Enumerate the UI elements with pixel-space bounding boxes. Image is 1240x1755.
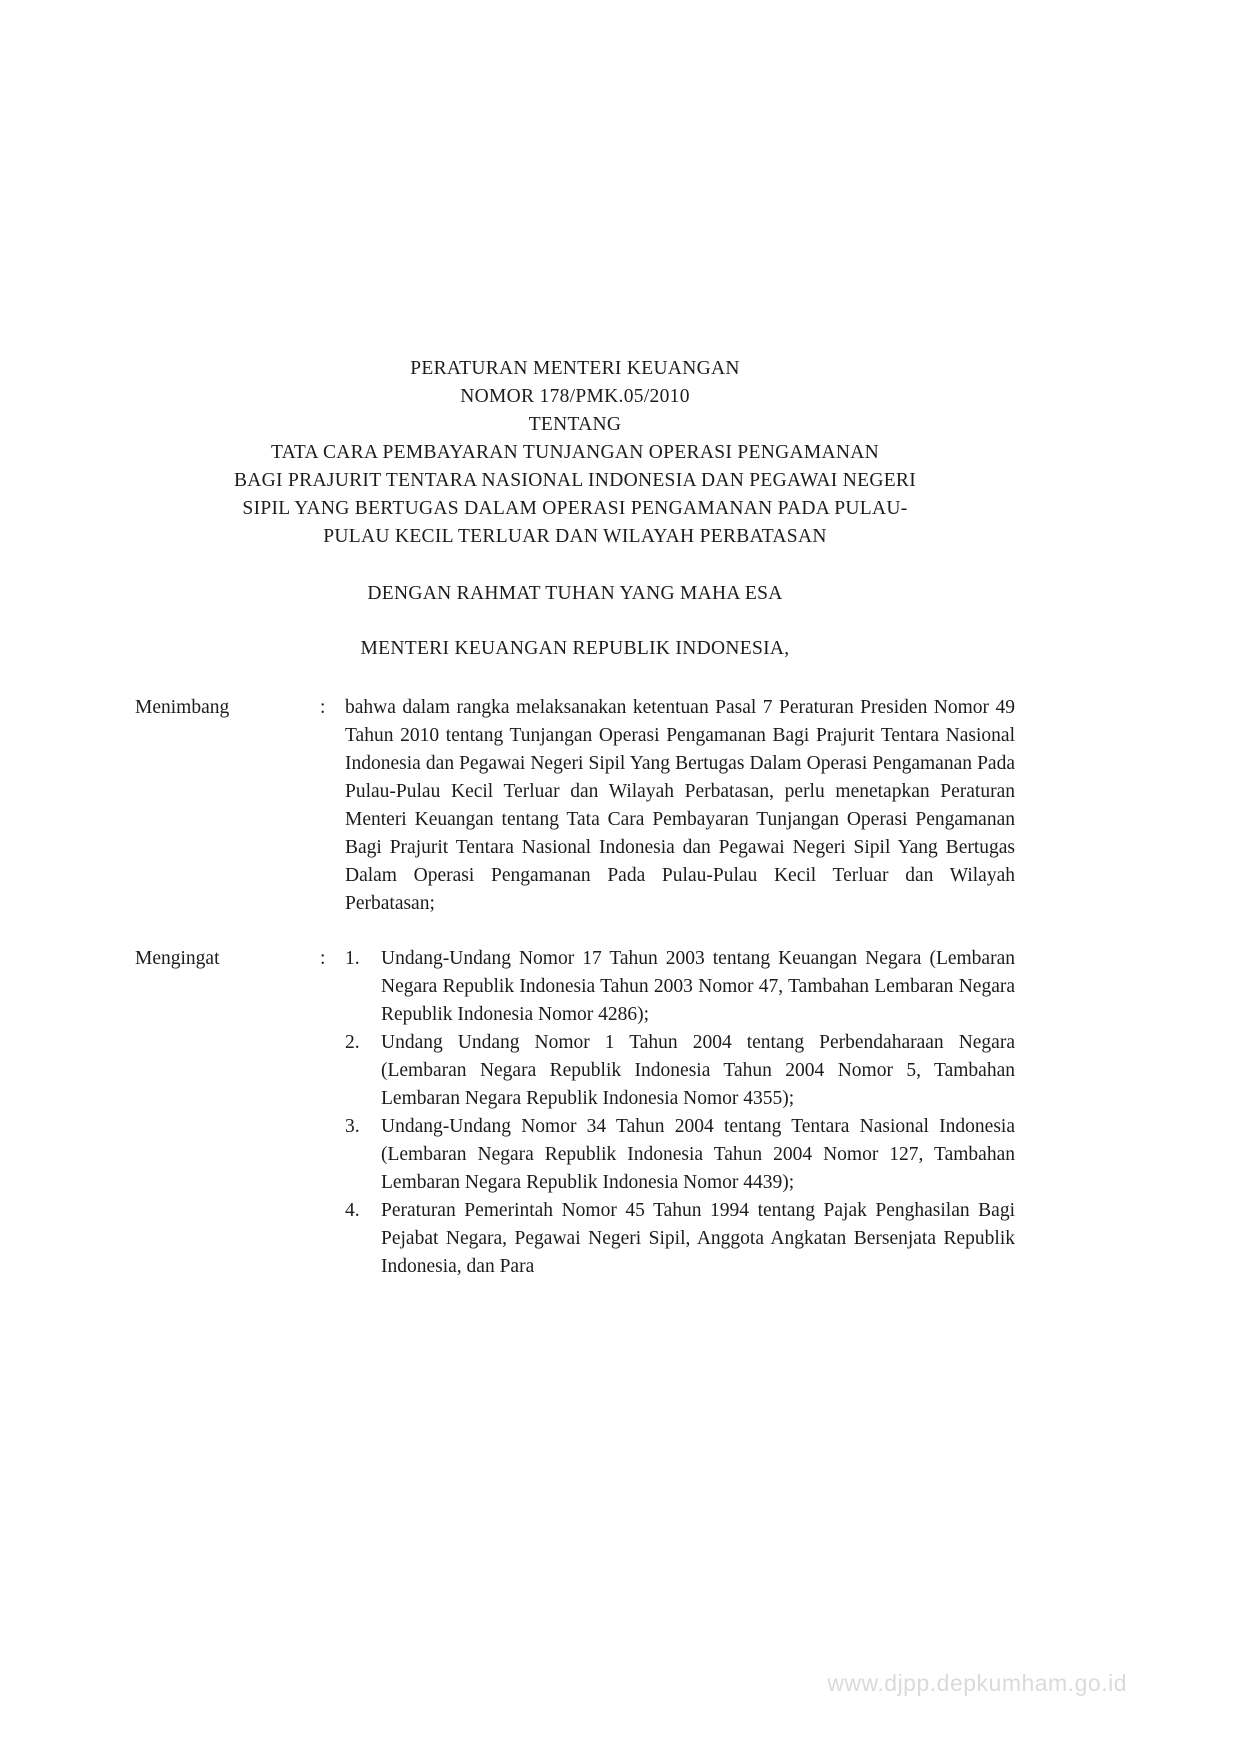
section-mengingat [135,945,1015,1281]
mengingat-item-1 [345,945,1015,1029]
invocation-line: DENGAN RAHMAT TUHAN YANG MAHA ESA [367,583,783,604]
title-line-number: NOMOR 178/PMK.05/2010 [460,386,690,407]
mengingat-item-2-number: 2. [345,1032,360,1053]
mengingat-label: Mengingat [135,948,220,969]
mengingat-separator: : [320,948,326,969]
title-line-subject-2: BAGI PRAJURIT TENTARA NASIONAL INDONESIA DAN PEGAWAI NEGERI [233,470,917,491]
authority-line: MENTERI KEUANGAN REPUBLIK INDONESIA, [360,638,790,659]
mengingat-item-3 [345,1113,1015,1197]
document-title-block [135,355,1015,551]
mengingat-item-1-number: 1. [345,948,360,969]
title-line-subject-1: TATA CARA PEMBAYARAN TUNJANGAN OPERASI PENGAMANAN [270,442,880,463]
title-line-subject-3: SIPIL YANG BERTUGAS DALAM OPERASI PENGAMANAN PADA PULAU- [242,498,908,519]
mengingat-item-4 [345,1197,1015,1281]
watermark-url: www.djpp.depkumham.go.id [827,1670,1127,1696]
menimbang-label: Menimbang [135,697,230,718]
menimbang-paragraph: bahwa dalam rangka melaksanakan ketentuan Pasal 7 Peraturan Presiden Nomor 49 Tahun 2010 tentang Tunjangan Operasi Pengamanan Bagi Prajurit Tentara Nasional Indonesia dan Pegawai Negeri Sipil Yang Bertugas Dalam Operasi Pengamanan Pada Pulau-Pulau Kecil Terluar dan Wilayah Perbatasan, perlu menetapkan Peraturan Menteri Keuangan tentang Tata Cara Pembayaran Tunjangan Operasi Pengamanan Bagi Prajurit Tentara Nasional Indonesia dan Pegawai Negeri Sipil Yang Bertugas Dalam Operasi Pengamanan Pada Pulau-Pulau Kecil Terluar dan Wilayah Perbatasan; [345,697,1015,914]
document-content [135,355,1015,1281]
title-line-tentang: TENTANG [528,414,622,435]
mengingat-item-3-number: 3. [345,1116,360,1137]
title-line-subject-4: PULAU KECIL TERLUAR DAN WILAYAH PERBATASAN [323,526,827,547]
mengingat-item-4-number: 4. [345,1200,360,1221]
menimbang-separator: : [320,697,326,718]
mengingat-item-1-text: Undang-Undang Nomor 17 Tahun 2003 tentang Keuangan Negara (Lembaran Negara Republik Indonesia Tahun 2003 Nomor 47, Tambahan Lembaran Negara Republik Indonesia Nomor 4286); [381,948,1015,1025]
mengingat-item-2-text: Undang Undang Nomor 1 Tahun 2004 tentang Perbendaharaan Negara (Lembaran Negara Republik Indonesia Tahun 2004 Nomor 5, Tambahan Lembaran Negara Republik Indonesia Nomor 4355); [381,1032,1015,1109]
section-menimbang [135,694,1015,918]
mengingat-item-3-text: Undang-Undang Nomor 34 Tahun 2004 tentang Tentara Nasional Indonesia (Lembaran Negara Republik Indonesia Tahun 2004 Nomor 127, Tambahan Lembaran Negara Republik Indonesia Nomor 4439); [381,1116,1015,1193]
mengingat-item-2 [345,1029,1015,1113]
mengingat-item-4-text: Peraturan Pemerintah Nomor 45 Tahun 1994 tentang Pajak Penghasilan Bagi Pejabat Negara, Pegawai Negeri Sipil, Anggota Angkatan Bersenjata Republik Indonesia, dan Para [381,1200,1015,1277]
title-line-regulation: PERATURAN MENTERI KEUANGAN [410,358,740,379]
mengingat-list [345,945,1015,1281]
